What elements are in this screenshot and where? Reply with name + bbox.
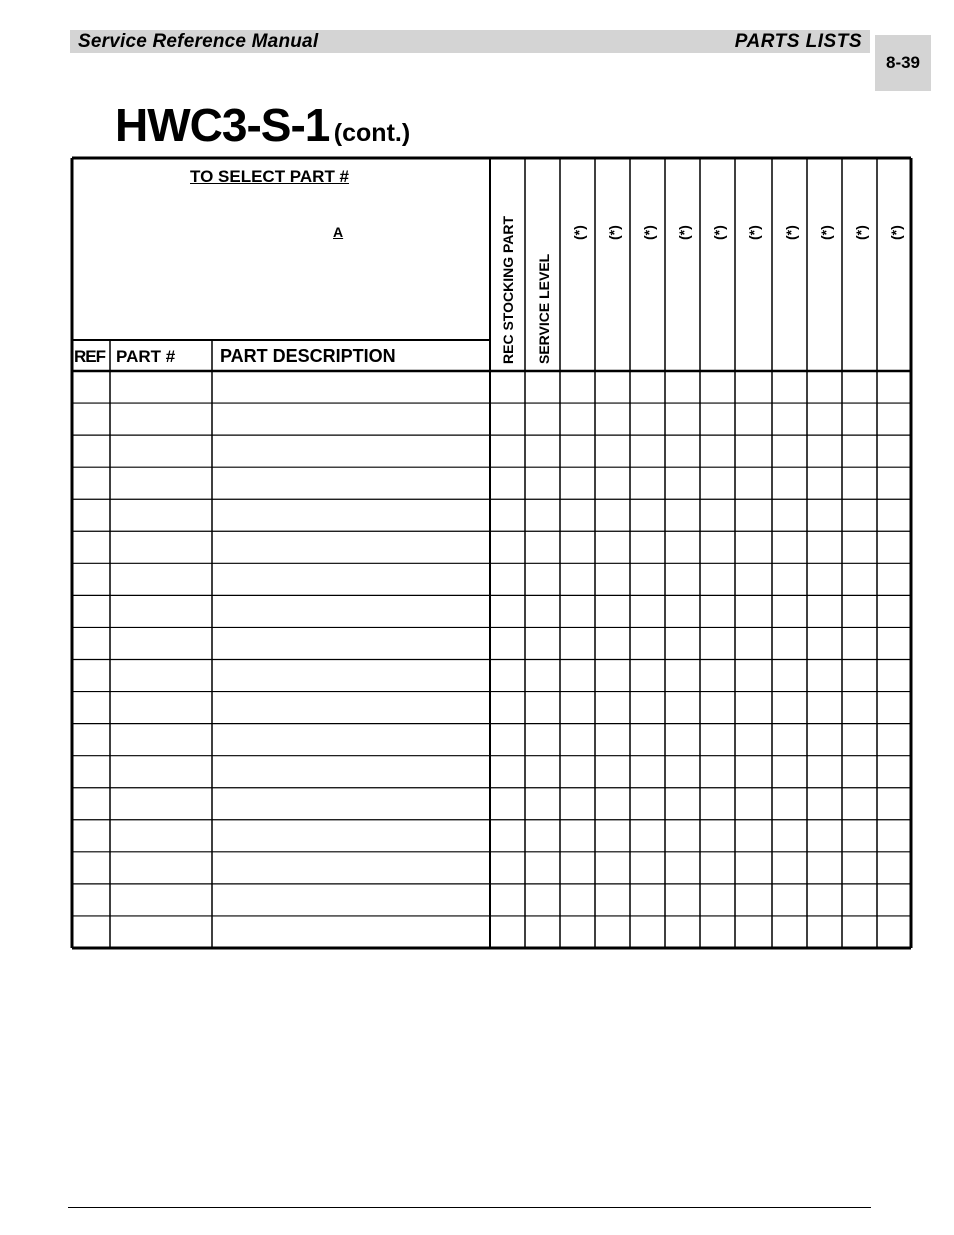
- select-part-heading: TO SELECT PART #: [190, 167, 350, 186]
- variant-column-header-3: (*): [641, 225, 657, 240]
- variant-column-header-2: (*): [606, 225, 622, 240]
- variant-column-header-6: (*): [746, 225, 762, 240]
- part-description-column-header: PART DESCRIPTION: [220, 346, 396, 366]
- service-level-header: SERVICE LEVEL: [536, 253, 552, 364]
- page-number-tab: 8-39: [875, 35, 931, 91]
- rec-stocking-part-header: REC STOCKING PART: [500, 215, 516, 364]
- select-column-a: A: [333, 224, 344, 240]
- ref-column-header: REF: [74, 347, 105, 366]
- part-number-column-header: PART #: [116, 347, 176, 366]
- variant-column-header-1: (*): [571, 225, 587, 240]
- section-title: PARTS LISTS: [734, 31, 862, 52]
- footer-rule: [68, 1207, 871, 1208]
- variant-column-header-7: (*): [783, 225, 799, 240]
- variant-column-header-4: (*): [676, 225, 692, 240]
- variant-column-header-9: (*): [853, 225, 869, 240]
- variant-column-header-5: (*): [711, 225, 727, 240]
- variant-column-header-8: (*): [818, 225, 834, 240]
- model-name: HWC3-S-1: [115, 99, 330, 151]
- variant-column-header-10: (*): [888, 225, 904, 240]
- title-suffix: (cont.): [333, 119, 411, 147]
- manual-title: Service Reference Manual: [78, 31, 319, 52]
